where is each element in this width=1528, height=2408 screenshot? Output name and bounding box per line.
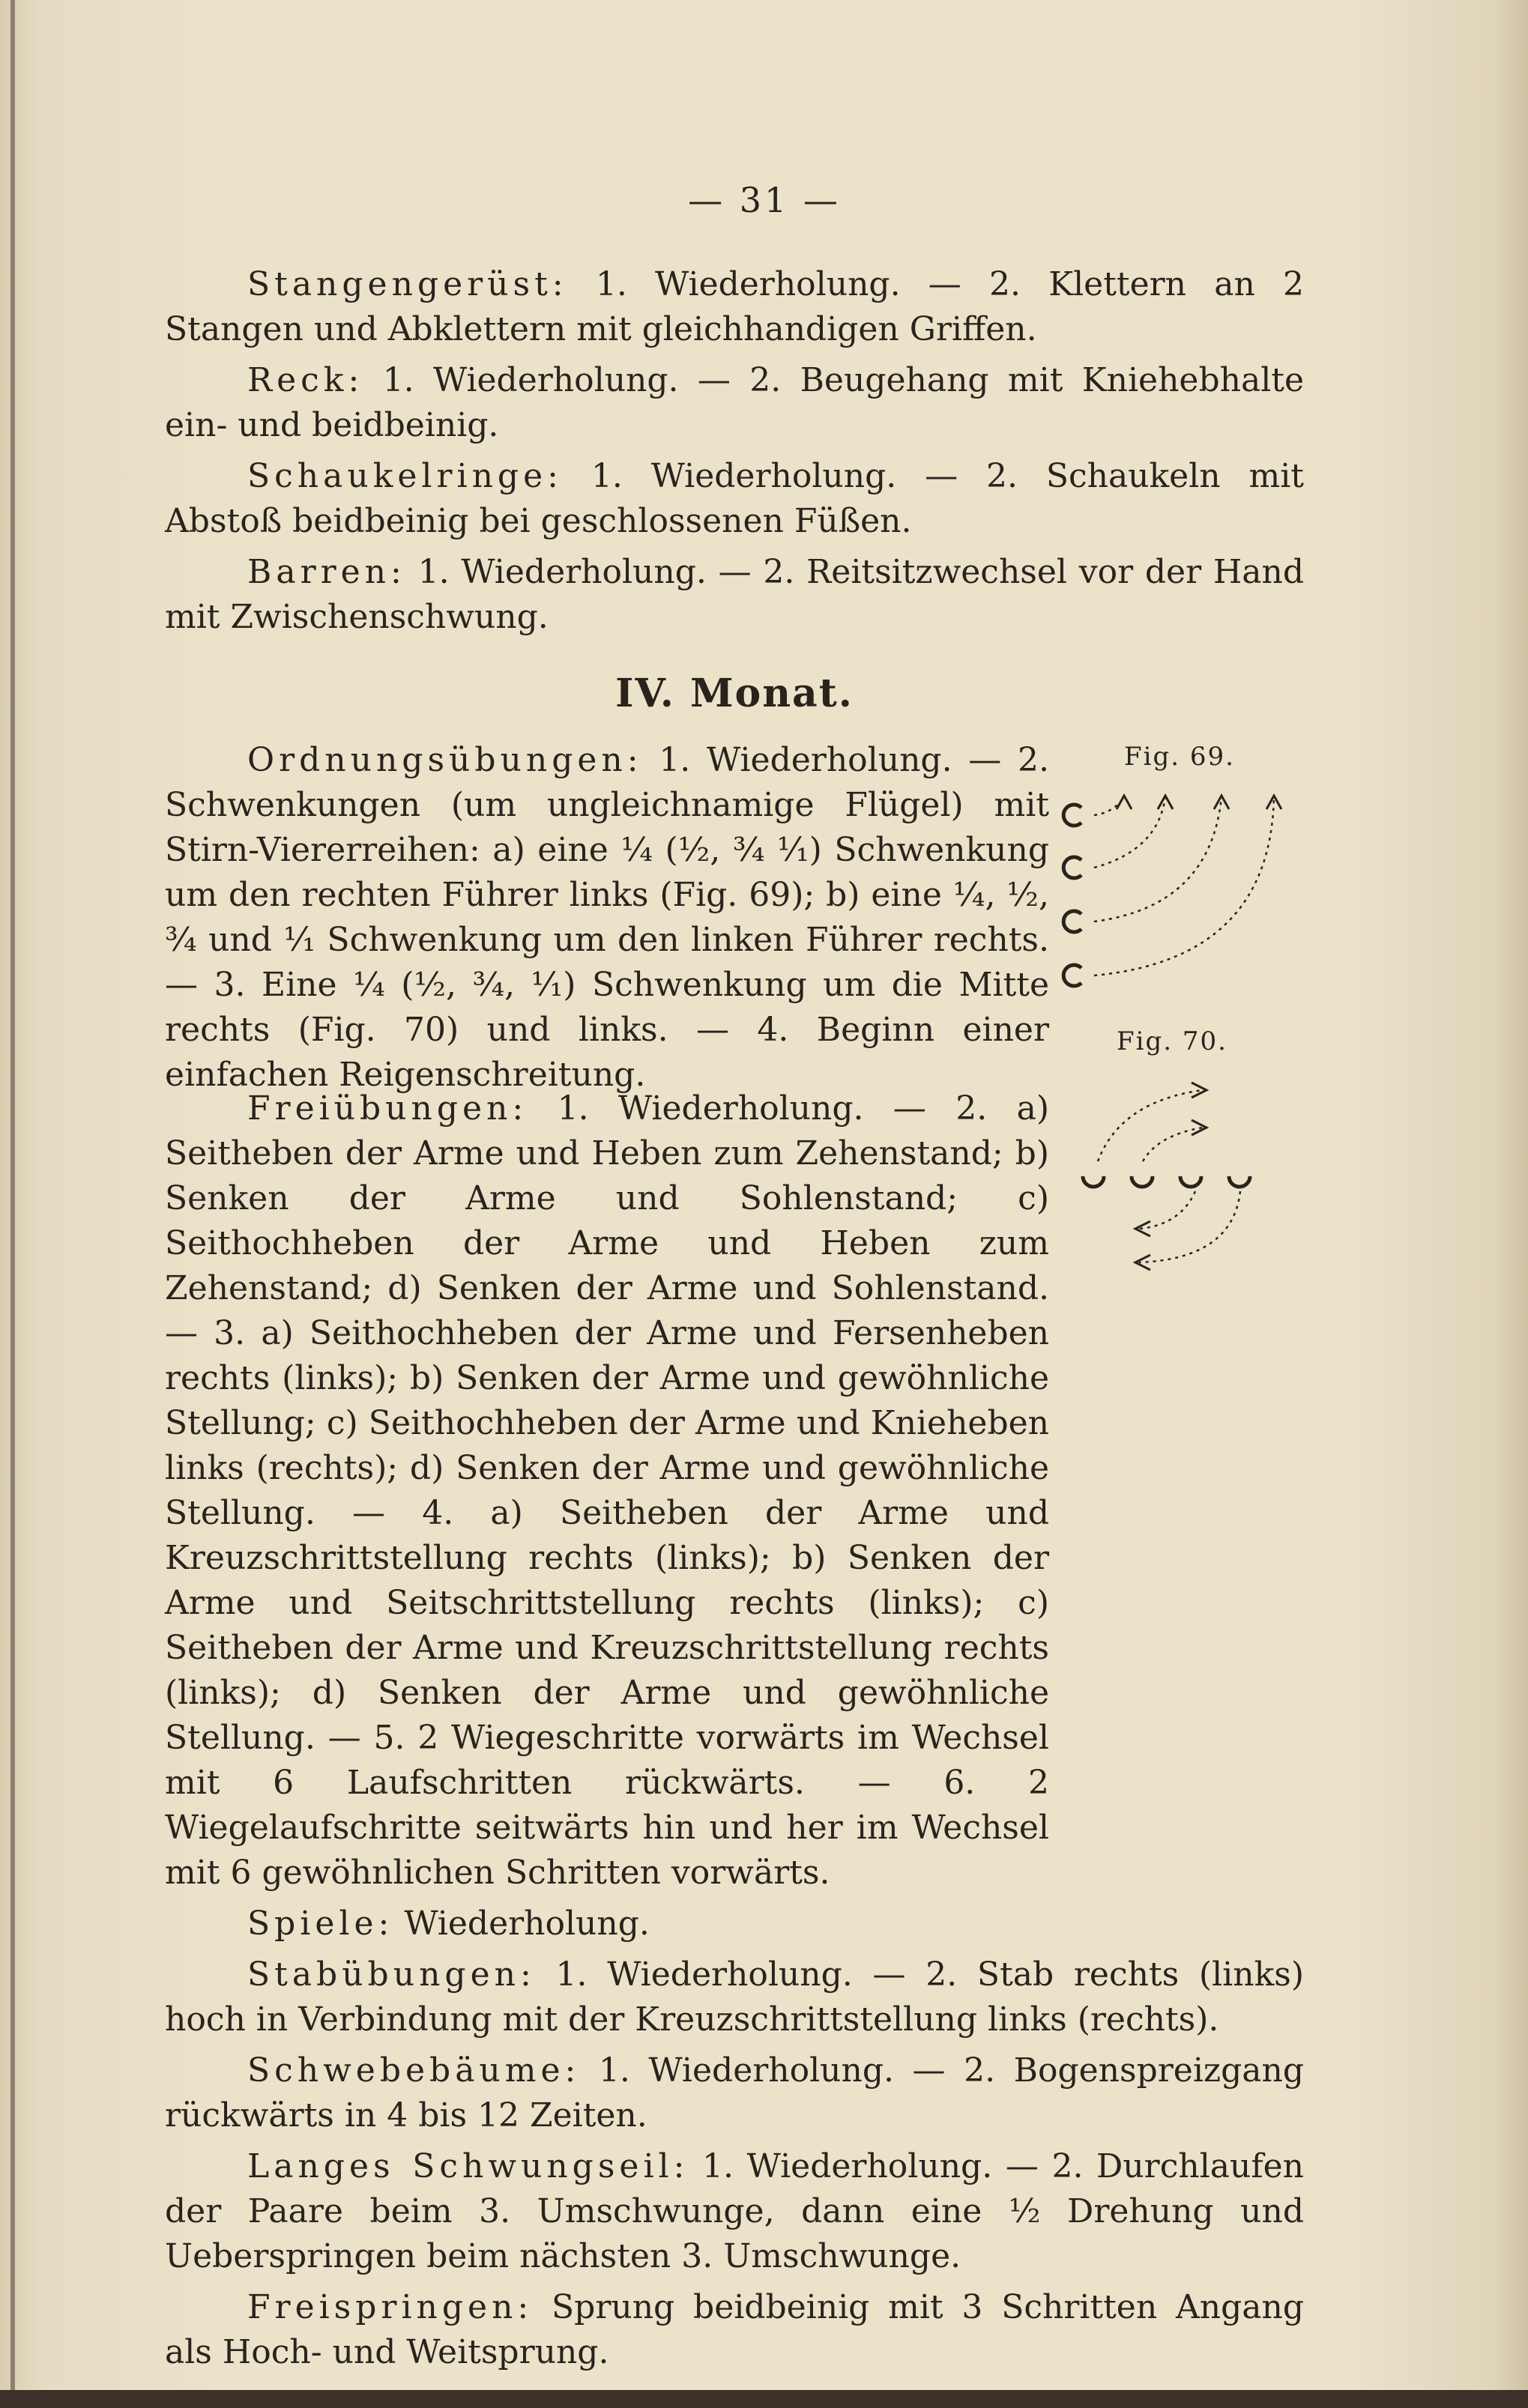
page-number: — 31 — [688,180,841,220]
fig69-mark [1063,911,1081,932]
paragraph-ordnungsuebungen [165,738,1049,1098]
paragraph-text: 1. Wiederholung. — 2. Bogenspreizgang rückwärts in 4 bis 12 Zeiten. [165,2051,1304,2135]
binding-edge [10,0,15,2408]
paragraph-stangengeruest [165,262,1304,352]
fig70-paths [1098,1090,1240,1262]
fig69-path [1094,797,1124,815]
fig69-mark [1063,805,1081,826]
fig70-arrowheads [1135,1083,1207,1270]
fig70-path [1098,1090,1203,1161]
paragraph-freispringen [165,2285,1304,2375]
fig70-mark [1229,1176,1250,1187]
paragraph-barren [165,550,1304,640]
text-block-top [165,262,1304,646]
text-block-ordnung [165,738,1049,1104]
paragraph-text: 1. Wiederholung. — 2. a) Seitheben der Arme und Heben zum Zehenstand; b) Senken der Arme und Sohlenstand; c) Seithochheben der Arme und Heben zum Zehenstand; d) Senken der Arme und Sohlenstand. — 3. a) Seithochheben der Arme und Fersenheben rechts (links); b) Senken der Arme und gewöhnliche Stellung; c) Seithochheben der Arme und Knieheben links (rechts); d) Senken der Arme und gewöhnliche Stellung. — 4. a) Seitheben der Arme und Kreuzschrittstellung rechts (links); b) Senken der Arme und Seitschrittstellung rechts (links); c) Seitheben der Arme und Kreuzschrittstellung rechts (links); d) Senken der Arme und gewöhnliche Stellung. — 5. 2 Wiegeschritte vorwärts im Wechsel mit 6 Laufschritten rückwärts. — 6. 2 Wiegelaufschritte seitwärts hin und her im Wechsel mit 6 gewöhnlichen Schritten vorwärts. [165,1089,1049,1892]
fig70-path [1139,1191,1240,1262]
fig69-row-marks [1063,805,1081,986]
term: Spiele: [247,1905,394,1943]
fig69-paths [1094,797,1274,975]
paragraph-schaukelringe [165,454,1304,544]
paragraph-spiele [165,1902,1304,1946]
paragraph-text: 1. Wiederholung. — 2. Schwenkungen (um ungleichnamige Flügel) mit Stirn-Viererreihen: a) eine ¼ (½, ¾ ¹⁄₁) Schwenkung um den rechten Führer links (Fig. 69); b) eine ¼, ½, ¾ und ¹⁄₁ Schwenkung um den linken Führer rechts. — 3. Eine ¼ (½, ¾, ¹⁄₁) Schwenkung um die Mitte rechts (Fig. 70) und links. — 4. Beginn einer einfachen Reigenschreitung. [165,741,1049,1094]
fig69-path [1094,797,1274,975]
term: Langes Schwungseil: [247,2147,689,2185]
term: Stabübungen: [247,1955,536,1994]
paragraph-text: Sprung beidbeinig mit 3 Schritten Angang als Hoch- und Weitsprung. [165,2288,1304,2371]
paragraph-text: 1. Wiederholung. — 2. Durchlaufen der Paare beim 3. Umschwunge, dann eine ½ Drehung und Ueberspringen beim nächsten 3. Umschwunge. [165,2147,1304,2275]
term: Stangengerüst: [247,265,568,303]
term: Reck: [247,361,364,399]
paragraph-freiuebungen [165,1086,1049,1896]
fig70-row-marks [1083,1176,1250,1187]
page-bottom-edge [0,2390,1528,2408]
term: Freiübungen: [247,1089,528,1128]
paragraph-text: 1. Wiederholung. — 2. Stab rechts (links) hoch in Verbindung mit der Kreuzschrittstellung links (rechts). [165,1955,1304,2039]
term: Schaukelringe: [247,457,563,495]
fig69-mark [1063,857,1081,878]
paragraph-text: 1. Wiederholung. — 2. Reitsitzwechsel vor der Hand mit Zwischenschwung. [165,553,1304,636]
fig69-arrowhead [1117,796,1132,809]
paragraph-schwebebaeume [165,2048,1304,2138]
fig70-mark [1180,1176,1201,1187]
term: Schwebebäume: [247,2051,581,2090]
fig69-diagram [1053,779,1300,996]
section-heading: IV. Monat. [615,671,854,716]
term: Ordnungsübungen: [247,741,643,779]
term: Barren: [247,553,406,591]
fig70-mark [1083,1176,1104,1187]
fig69-arrowheads [1117,796,1281,809]
paragraph-text: 1. Wiederholung. — 2. Schaukeln mit Abstoß beidbeinig bei geschlossenen Füßen. [165,457,1304,540]
fig70-diagram [1068,1071,1293,1289]
fig69-path [1094,797,1222,922]
fig70-label: Fig. 70. [1117,1026,1227,1056]
paragraph-text: 1. Wiederholung. — 2. Klettern an 2 Stangen und Abklettern mit gleichhandigen Griffen. [165,265,1304,348]
fig70-path [1143,1128,1203,1161]
term: Freispringen: [247,2288,534,2326]
paragraph-text: Wiederholung. [393,1905,650,1943]
paragraph-stabuebungen [165,1952,1304,2042]
paragraph-reck [165,358,1304,448]
paragraph-langes-schwungseil [165,2144,1304,2279]
fig69-mark [1063,965,1081,986]
paragraph-text: 1. Wiederholung. — 2. Beugehang mit Kniehebhalte ein- und beidbeinig. [165,361,1304,444]
fig69-label: Fig. 69. [1124,742,1235,772]
fig70-mark [1132,1176,1153,1187]
